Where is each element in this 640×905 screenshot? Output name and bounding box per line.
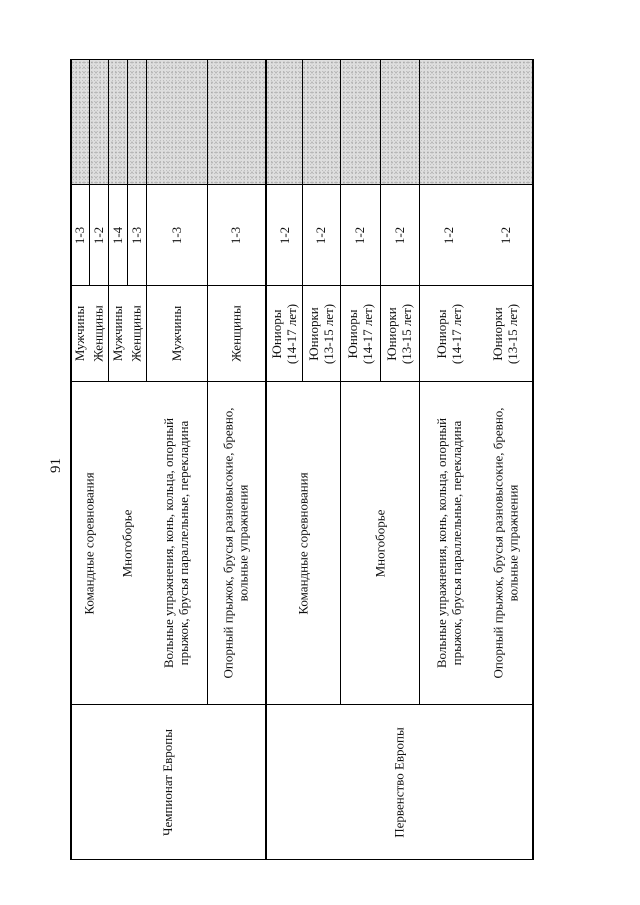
participant-cell: Юниоры (14-17 лет)	[269, 303, 300, 364]
places-cell: 1-2	[392, 226, 407, 244]
places-cell: 1-4	[110, 226, 125, 244]
program-cell-allround: Многоборье	[372, 509, 387, 577]
participant-cell: Мужчины	[72, 305, 88, 362]
results-table	[70, 59, 534, 860]
places-cell: 1-3	[228, 226, 244, 244]
participant-cell: Юниорки (13-15 лет)	[490, 303, 521, 364]
program-cell-women-apparatus: Опорный прыжок, брусья разновысокие, бревно, вольные упражнения	[490, 407, 521, 679]
places-cell: 1-2	[91, 226, 106, 244]
program-cell-men-apparatus: Вольные упражнения, конь, кольца, опорный прыжок, брусья параллельные, перекладина	[434, 417, 465, 669]
places-cell: 1-2	[352, 226, 368, 244]
places-cell: 1-3	[129, 226, 144, 244]
participant-cell: Юниоры (14-17 лет)	[434, 303, 464, 364]
participant-cell: Юниорки (13-15 лет)	[306, 303, 336, 364]
program-cell-team: Командные соревнования	[296, 471, 312, 615]
page-number: 91	[47, 457, 64, 473]
competition-cell: Чемпионат Европы	[159, 728, 175, 836]
participant-cell: Женщины	[228, 305, 244, 362]
participant-cell: Мужчины	[110, 305, 126, 362]
places-cell: 1-2	[498, 226, 513, 244]
places-cell: 1-2	[313, 226, 329, 244]
program-cell-men-apparatus: Вольные упражнения, конь, кольца, опорный прыжок, брусья параллельные, перекладина	[161, 417, 192, 669]
program-cell-allround: Многоборье	[119, 509, 135, 577]
places-cell: 1-3	[169, 226, 184, 244]
participant-cell: Женщины	[91, 305, 106, 362]
places-cell: 1-2	[277, 226, 292, 244]
participant-cell: Мужчины	[168, 305, 184, 362]
places-cell: 1-2	[441, 226, 457, 244]
participant-cell: Юниоры (14-17 лет)	[345, 303, 375, 364]
participant-cell: Юниорки (13-15 лет)	[384, 303, 415, 364]
competition-cell: Первенство Европы	[392, 726, 407, 838]
places-cell: 1-3	[72, 226, 87, 244]
program-cell-team: Командные соревнования	[81, 471, 97, 615]
program-cell-women-apparatus: Опорный прыжок, брусья разновысокие, бревно, вольные упражнения	[221, 407, 251, 679]
participant-cell: Женщины	[129, 305, 144, 362]
